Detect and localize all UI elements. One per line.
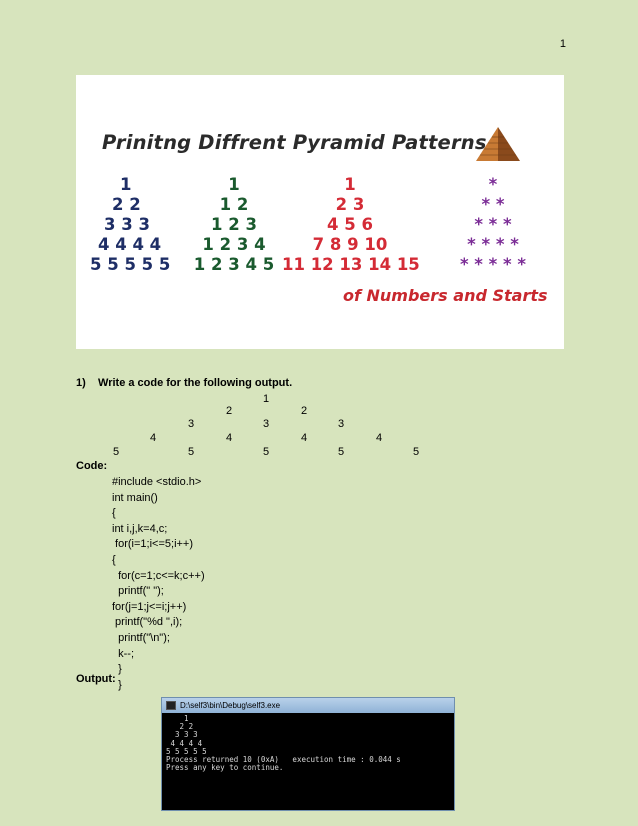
console-output [162,713,454,774]
pattern-value: 5 [413,446,420,458]
pyramid-row: 2 2 [112,195,141,214]
console-line: 2 2 [166,722,194,732]
code-line: k--; [112,647,134,660]
pattern-value: 1 [263,393,270,405]
pyramid-row: * * [481,195,505,214]
output-label: Output: [76,673,116,685]
console-line: 3 3 3 [166,730,198,740]
pattern-value: 5 [113,446,120,458]
pyramid-icon [474,125,522,163]
pattern-value: 5 [188,446,195,458]
page-number: 1 [559,38,566,50]
pattern-value: 4 [226,432,233,444]
pattern-value: 3 [338,418,345,430]
pattern-value: 5 [263,446,270,458]
pyramid-row: 1 2 3 4 [202,235,266,254]
pyramid-row: * * * * [467,235,519,254]
code-line: printf(" "); [112,585,164,598]
pyramid-row: 11 12 13 14 15 [282,255,420,274]
pattern-value: 4 [150,432,157,444]
pyramid-row: 4 5 6 [327,215,373,234]
code-line: #include <stdio.h> [112,476,202,488]
code-line: { [112,553,116,566]
console-line: 4 4 4 4 [166,738,203,748]
pyramid-pattern-3 [282,175,418,275]
pyramid-row: 5 5 5 5 5 [90,255,171,274]
code-line: } [112,663,122,676]
pyramid-row: 1 2 [219,195,249,214]
pyramid-row: 1 2 3 [211,215,257,234]
code-line: int main() [112,491,158,504]
code-line: printf("%d ",i); [112,616,183,629]
banner-title: Prinitng Diffrent Pyramid Patterns [102,131,487,154]
pyramid-row: * * * * * [459,255,527,274]
code-line: for(i=1;i<=5;i++) [112,538,194,551]
pyramid-row: 1 [344,175,356,194]
pyramid-row: * * * [474,215,512,234]
pattern-value: 3 [263,418,270,430]
code-line: { [112,507,116,520]
code-line: for(j=1;j<=i;j++) [112,600,187,613]
code-line: for(c=1;c<=k;c++) [112,569,205,582]
pyramid-row: 3 3 3 [104,215,150,234]
banner-image [76,75,564,349]
pyramid-row: 7 8 9 10 [312,235,388,254]
pyramid-pattern-4 [424,175,562,275]
pyramid-row: 4 4 4 4 [98,235,162,254]
console-line: Press any key to continue. [166,763,284,773]
pyramid-pattern-2 [180,175,288,275]
code-label: Code: [76,460,108,472]
banner-subtitle: of Numbers and Starts [343,286,548,305]
question-heading: 1) Write a code for the following output. [76,377,293,389]
pyramid-row: 1 [228,175,240,194]
pattern-value: 4 [301,432,308,444]
console-window [161,697,455,811]
pyramid-row: * [488,175,498,194]
pattern-value: 2 [301,405,308,417]
pyramid-pattern-1 [76,175,194,275]
console-line: 1 [166,714,189,723]
pattern-value: 5 [338,446,345,458]
code-line: } [112,678,122,691]
pattern-value: 4 [376,432,383,444]
pyramid-row: 2 3 [335,195,365,214]
console-title: D:\self3\bin\Debug\self3.exe [180,701,281,710]
pyramid-row: 1 [120,175,132,194]
console-line: Process returned 10 (0xA) execution time : 0.044 s [166,755,401,765]
code-block [112,475,205,693]
console-app-icon [166,701,176,710]
code-line: int i,j,k=4,c; [112,522,168,535]
console-line: 5 5 5 5 5 [166,746,207,756]
pattern-value: 3 [188,418,195,430]
console-title-bar [162,698,454,713]
pattern-value: 2 [226,405,233,417]
code-line: printf("\n"); [112,631,170,644]
pyramid-row: 1 2 3 4 5 [193,255,275,274]
